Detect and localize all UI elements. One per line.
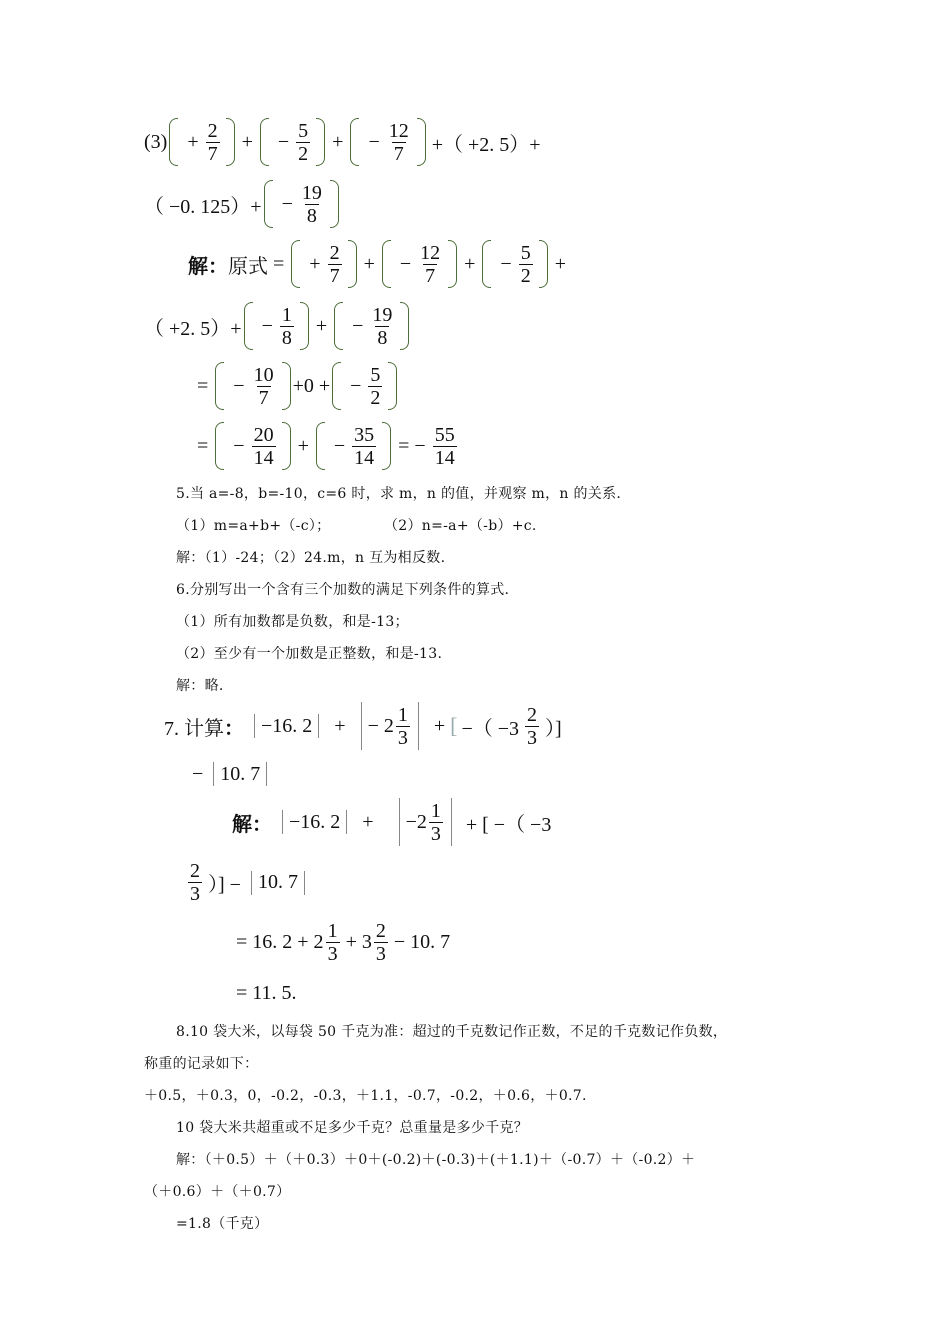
mixed-number: − 2 $\frac{1}{3}$ — [405, 799, 441, 845]
paren-term: − $\frac{20}{14}$ — [215, 422, 290, 470]
paren-term: − $\frac{12}{7}$ — [350, 118, 425, 166]
expression-text: +（ +2. 5）+ — [431, 133, 541, 156]
absolute-value: −16. 2 — [276, 810, 353, 834]
fraction: $\frac{2}{7}$ — [207, 119, 218, 165]
question-8-line-2: 称重的记录如下： — [144, 1056, 259, 1072]
question-8-line-1: 8.10 袋大米，以每袋 50 千克为准：超过的千克数记作正数，不足的千克数记作负数， — [176, 1024, 728, 1040]
absolute-value: 10. 7 — [207, 762, 273, 786]
expression-text: （ +2. 5）+ — [144, 317, 242, 340]
question-8-data: ＋0.5，＋0.3，0，-0.2，-0.3，＋1.1，-0.7，-0.2，＋0.6，＋0.7. — [144, 1088, 587, 1104]
fraction: $\frac{2}{3}$ — [190, 860, 200, 905]
solution-3-line-4: = − $\frac{20}{14}$ + − $\frac{35}{14}$ = − $\frac{55}{14}$ — [197, 423, 455, 469]
fraction: $\frac{5}{2}$ — [370, 363, 381, 409]
expression-text: + [ −（ −3 — [465, 813, 552, 836]
question-8-answer-2: （＋0.6）＋（＋0.7） — [144, 1184, 291, 1200]
question-8-answer-3: =1.8（千克） — [176, 1216, 269, 1232]
absolute-value: 10. 7 — [245, 871, 311, 895]
fraction: $\frac{20}{14}$ — [253, 423, 274, 469]
solution-7-result: = 11. 5. — [236, 982, 297, 1004]
paren-term: − $\frac{12}{7}$ — [382, 240, 457, 288]
solution-3-line-2: （ +2. 5）+ − $\frac{1}{8}$ + − $\frac{19}{8}$ — [144, 302, 411, 350]
solution-3-line-3: = − $\frac{10}{7}$ +0 + − $\frac{5}{2}$ — [192, 362, 399, 410]
question-8-question: 10 袋大米共超重或不足多少千克？总重量是多少千克？ — [176, 1120, 529, 1136]
solution-3-line-1: 解 ： 原式 = + $\frac{2}{7}$ + − $\frac{12}{7}$ + − $\frac{5}{2}$ + — [188, 241, 566, 287]
paren-term: − $\frac{19}{8}$ — [264, 180, 339, 228]
problem-3-line-1: (3) + $\frac{2}{7}$ + − $\frac{5}{2}$ + − $\frac{12}{7}$ +（ +2. 5）+ — [144, 119, 541, 165]
question-5-sub-1: （1）m=a+b+（-c）； — [176, 518, 331, 534]
question-5-answer: 解：（1）-24；（2）24.m，n 互为相反数. — [176, 550, 446, 566]
problem-3-line-2 — [144, 180, 341, 228]
solution-7-line-2: $\frac{2}{3}$ ）] − 10. 7 — [186, 860, 315, 905]
paren-term: − $\frac{10}{7}$ — [215, 362, 290, 410]
fraction: $\frac{5}{2}$ — [298, 119, 309, 165]
expression-text: +0 + — [292, 374, 331, 397]
fraction: $\frac{2}{3}$ — [375, 920, 386, 965]
fraction: $\frac{35}{14}$ — [354, 423, 375, 469]
paren-term: + $\frac{2}{7}$ — [169, 118, 234, 166]
paren-term: − $\frac{1}{8}$ — [244, 302, 309, 350]
fraction: $\frac{1}{3}$ — [327, 920, 338, 965]
expression-text: −（ −3 — [461, 717, 520, 740]
fraction: $\frac{19}{8}$ — [372, 303, 393, 349]
solution-7-line-3: = 16. 2 + 2 $\frac{1}{3}$ + 3 $\frac{2}{3}$ − 10. 7 — [236, 920, 451, 965]
fraction: $\frac{12}{7}$ — [420, 241, 441, 287]
problem-label: (3) — [144, 130, 168, 153]
paren-term: + $\frac{2}{7}$ — [291, 240, 356, 288]
absolute-value: −16. 2 — [248, 714, 325, 738]
fraction: $\frac{19}{8}$ — [301, 181, 322, 227]
question-7-line-1: 7. 计算 ： −16. 2 + − 2 $\frac{1}{3}$ + [ −（ −3 $\frac{2}{3}$ ）] — [164, 703, 562, 749]
solution-label: 解 — [232, 813, 252, 836]
question-6: 6.分别写出一个含有三个加数的满足下列条件的算式. — [176, 582, 510, 598]
fraction: $\frac{2}{7}$ — [329, 241, 340, 287]
paren-term: − $\frac{5}{2}$ — [482, 240, 547, 288]
question-6-answer: 解：略. — [176, 678, 224, 694]
solution-7-line-1: 解 ： −16. 2 + − 2 $\frac{1}{3}$ + [ −（ −3 — [232, 799, 552, 845]
question-7-line-2: − 10. 7 — [192, 762, 277, 786]
fraction: $\frac{10}{7}$ — [253, 363, 274, 409]
paren-term: − $\frac{35}{14}$ — [316, 422, 391, 470]
question-7-label: 7. 计算 — [164, 717, 224, 740]
paren-term: − $\frac{5}{2}$ — [332, 362, 397, 410]
absolute-value — [355, 702, 425, 750]
solution-label: 解 — [188, 255, 208, 278]
question-8-answer-1: 解：（＋0.5）＋（＋0.3）＋0＋(-0.2)＋(-0.3)＋(＋1.1)＋（-0.7）＋（-0.2）＋ — [176, 1152, 696, 1168]
question-6-sub-1: （1）所有加数都是负数，和是-13； — [176, 614, 409, 630]
fraction: $\frac{12}{7}$ — [388, 119, 409, 165]
fraction: $\frac{55}{14}$ — [434, 423, 455, 469]
paren-term: − $\frac{5}{2}$ — [260, 118, 325, 166]
fraction: $\frac{2}{3}$ — [527, 703, 538, 749]
yuanshi-label: 原式 — [228, 255, 268, 278]
fraction: $\frac{1}{8}$ — [281, 303, 292, 349]
question-6-sub-2: （2）至少有一个加数是正整数，和是-13. — [176, 646, 443, 662]
question-5: 5.当 a=-8，b=-10，c=6 时，求 m，n 的值，并观察 m，n 的关系. — [176, 486, 622, 502]
question-5-sub-2: （2）n=-a+（-b）+c. — [384, 518, 537, 534]
mixed-number: − 2 $\frac{1}{3}$ — [367, 703, 408, 749]
fraction: $\frac{5}{2}$ — [520, 241, 531, 287]
absolute-value — [393, 798, 458, 846]
paren-term: − $\frac{19}{8}$ — [334, 302, 409, 350]
expression-text: （ −0. 125）+ — [144, 195, 262, 218]
